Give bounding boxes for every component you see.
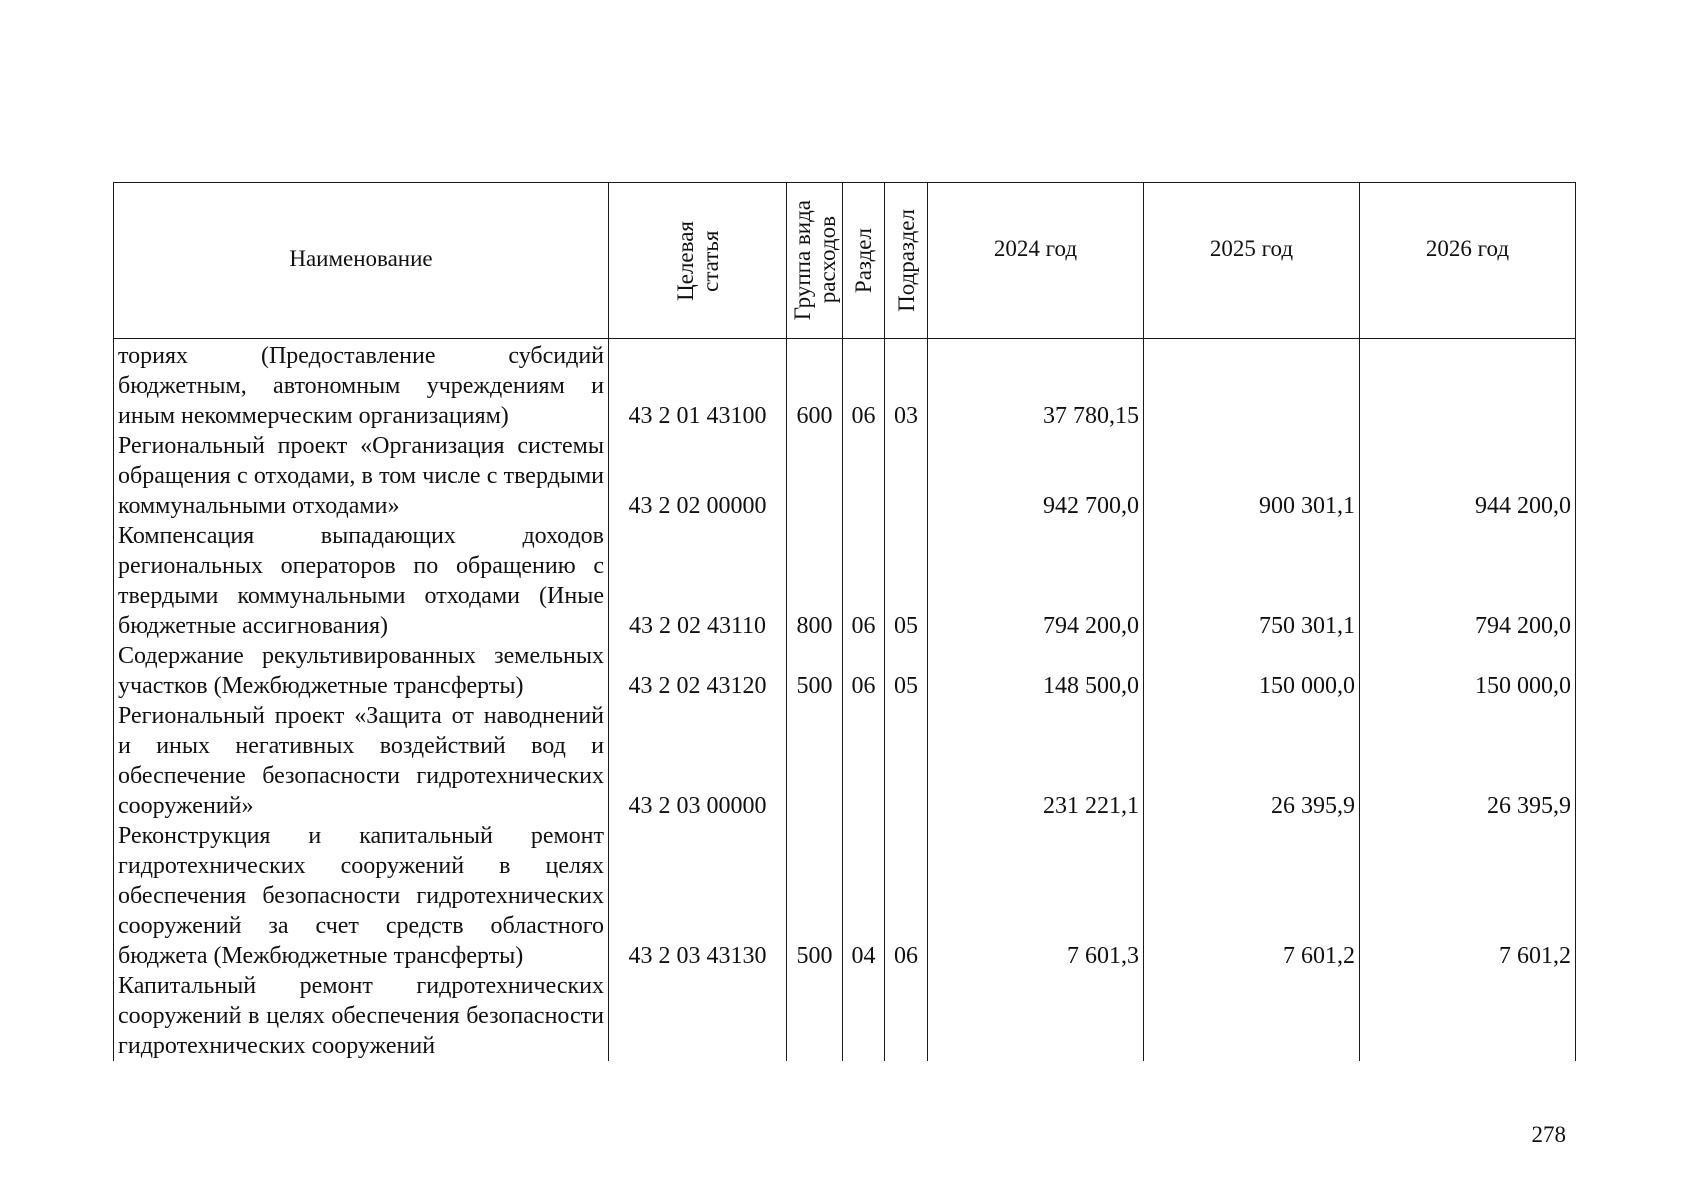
row-amount-2026: 150 000,0 (1360, 641, 1576, 701)
row-subsection: 05 (885, 521, 928, 641)
row-expense-group: 800 (787, 521, 843, 641)
row-target-article: 43 2 03 43130 (609, 821, 787, 971)
row-section: 06 (843, 339, 885, 432)
row-name: Региональный проект «Организация системы обращения с отходами, в том числе с твердыми коммунальными отходами» (114, 431, 609, 521)
row-amount-2026 (1360, 971, 1576, 1061)
row-amount-2025 (1144, 971, 1360, 1061)
header-row (114, 183, 1576, 339)
row-name: Содержание рекультивированных земельных участков (Межбюджетные трансферты) (114, 641, 609, 701)
row-name: Региональный проект «Защита от наводнений и иных негативных воздействий вод и обеспечение безопасности гидротехнических сооружений» (114, 701, 609, 821)
row-expense-group (787, 971, 843, 1061)
row-expense-group: 500 (787, 821, 843, 971)
row-amount-2026: 944 200,0 (1360, 431, 1576, 521)
row-name: Реконструкция и капитальный ремонт гидротехнических сооружений в целях обеспечения безопасности гидротехнических сооружений за счет средств областного бюджета (Межбюджетные трансферты) (114, 821, 609, 971)
row-amount-2024: 942 700,0 (928, 431, 1144, 521)
header-group-line1: Группа вида (789, 200, 815, 321)
table-body (114, 339, 1576, 1062)
row-subsection: 06 (885, 821, 928, 971)
row-section (843, 431, 885, 521)
row-amount-2024: 794 200,0 (928, 521, 1144, 641)
row-target-article: 43 2 02 43110 (609, 521, 787, 641)
row-expense-group (787, 701, 843, 821)
header-year-2026 (1360, 183, 1576, 339)
row-subsection (885, 701, 928, 821)
header-section (843, 183, 885, 339)
row-target-article: 43 2 03 00000 (609, 701, 787, 821)
row-amount-2025: 26 395,9 (1144, 701, 1360, 821)
header-target-article (609, 183, 787, 339)
table-row (114, 701, 1576, 821)
row-subsection (885, 971, 928, 1061)
header-target-article-label (673, 221, 723, 301)
row-amount-2025: 7 601,2 (1144, 821, 1360, 971)
table-row (114, 971, 1576, 1061)
row-name: ториях (Предоставление субсидий бюджетным, автономным учреждениям и иным некоммерческим организациям) (114, 339, 609, 432)
row-section: 04 (843, 821, 885, 971)
row-amount-2025: 150 000,0 (1144, 641, 1360, 701)
row-section (843, 971, 885, 1061)
row-target-article (609, 971, 787, 1061)
header-year-2025 (1144, 183, 1360, 339)
row-amount-2024: 37 780,15 (928, 339, 1144, 432)
row-expense-group: 500 (787, 641, 843, 701)
budget-table (113, 182, 1576, 1061)
header-year-2025-label: 2025 год (1209, 235, 1294, 261)
row-name: Компенсация выпадающих доходов региональных операторов по обращению с твердыми коммунальными отходами (Иные бюджетные ассигнования) (114, 521, 609, 641)
row-target-article: 43 2 01 43100 (609, 339, 787, 432)
header-subsection (885, 183, 928, 339)
row-subsection: 03 (885, 339, 928, 432)
row-amount-2026: 794 200,0 (1360, 521, 1576, 641)
row-amount-2026: 26 395,9 (1360, 701, 1576, 821)
header-year-2024 (928, 183, 1144, 339)
table-row (114, 431, 1576, 521)
row-section: 06 (843, 641, 885, 701)
row-target-article: 43 2 02 43120 (609, 641, 787, 701)
row-subsection: 05 (885, 641, 928, 701)
row-expense-group (787, 431, 843, 521)
table-row (114, 821, 1576, 971)
row-amount-2024 (928, 971, 1144, 1061)
page-number: 278 (1531, 1122, 1566, 1147)
header-group-line2: расходов (814, 216, 840, 305)
table-row (114, 641, 1576, 701)
row-amount-2025 (1144, 339, 1360, 432)
header-name-label: Наименование (289, 245, 433, 271)
row-section (843, 701, 885, 821)
header-year-2026-label: 2026 год (1425, 235, 1510, 261)
header-target-line2: статья (697, 229, 723, 292)
row-amount-2024: 231 221,1 (928, 701, 1144, 821)
header-target-line1: Целевая (672, 220, 698, 301)
row-subsection (885, 431, 928, 521)
row-amount-2024: 7 601,3 (928, 821, 1144, 971)
header-name (114, 183, 609, 339)
header-section-label: Раздел (851, 227, 876, 294)
row-amount-2025: 900 301,1 (1144, 431, 1360, 521)
row-expense-group: 600 (787, 339, 843, 432)
header-year-2024-label: 2024 год (993, 235, 1078, 261)
row-amount-2025: 750 301,1 (1144, 521, 1360, 641)
row-target-article: 43 2 02 00000 (609, 431, 787, 521)
header-expense-group (787, 183, 843, 339)
table-row (114, 521, 1576, 641)
header-expense-group-label (790, 200, 840, 320)
header-subsection-label: Подраздел (893, 209, 919, 312)
row-amount-2024: 148 500,0 (928, 641, 1144, 701)
table-row (114, 339, 1576, 432)
row-amount-2026 (1360, 339, 1576, 432)
row-amount-2026: 7 601,2 (1360, 821, 1576, 971)
row-name: Капитальный ремонт гидротехнических сооружений в целях обеспечения безопасности гидротехнических сооружений (114, 971, 609, 1061)
row-section: 06 (843, 521, 885, 641)
